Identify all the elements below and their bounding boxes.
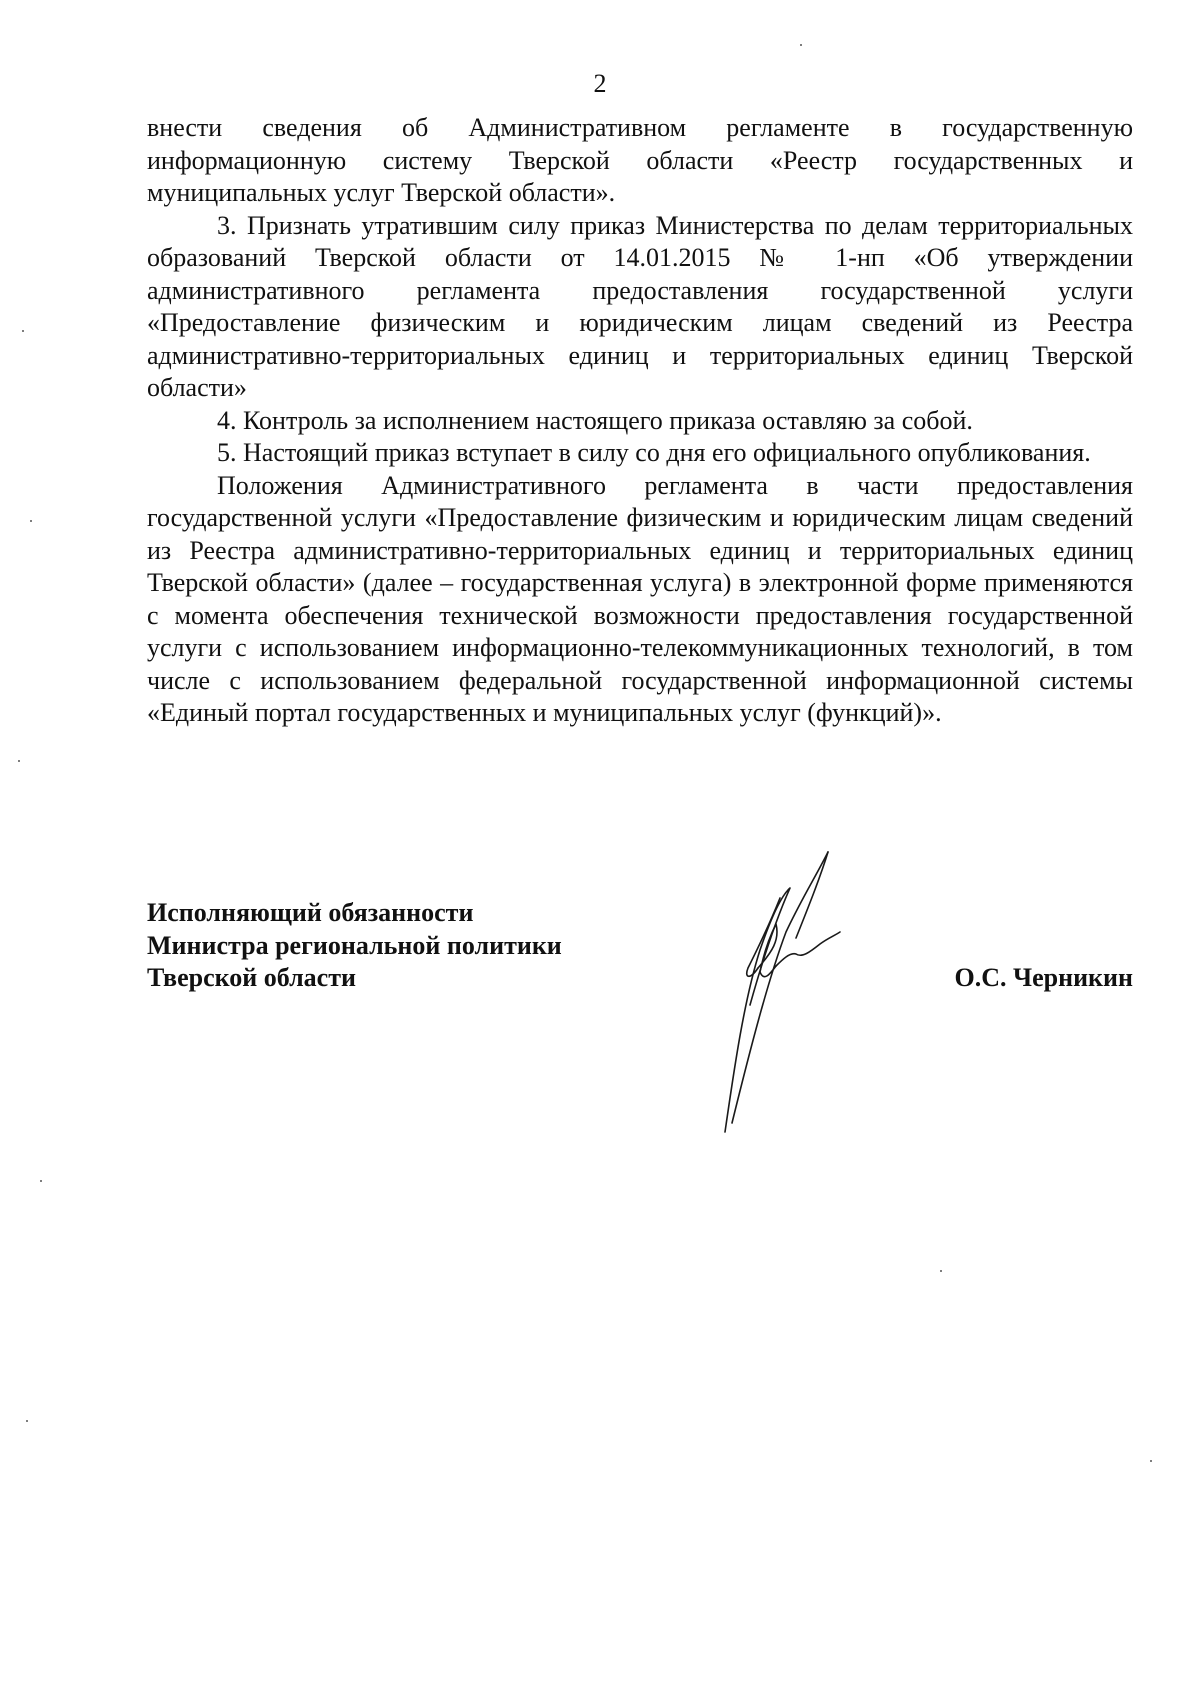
scan-speck [40,1180,42,1182]
scan-speck [18,760,20,762]
paragraph-item-4: 4. Контроль за исполнением настоящего приказа оставляю за собой. [217,405,973,435]
paragraph-item-3: 3. Признать утратившим силу приказ Министерства по делам территориальных образований Тверской области от 14.01.2015 № 1-нп «Об утверждении административного регламента предоставления государственной услуги «Предоставление физическим и юридическим лицам сведений из Реестра административно-территориальных единиц и территориальных единиц Тверской области» [147,210,1133,402]
page-number: 2 [593,69,607,98]
scan-speck [940,1270,942,1272]
paragraph-continuation: внести сведения об Административном регламенте в государственную информационную систему Тверской области «Реестр государственных и муниципальных услуг Тверской области». [147,113,1133,207]
signer-position-line-3: Тверской области [147,963,356,992]
scan-speck [26,1420,28,1422]
scan-speck [800,44,802,46]
signer-position-line-2: Министра региональной политики [147,930,562,960]
paragraph-item-5: 5. Настоящий приказ вступает в силу со дня его официального опубликования. [217,438,1091,467]
document-body [147,112,1133,730]
paragraph-provisions: Положения Административного регламента в части предоставления государственной услуги «Предоставление физическим и юридическим лицам сведений из Реестра административно-территориальных единиц и территориальных единиц Тверской области» (далее – государственная услуга) в электронной форме применяются с момента обеспечения технической возможности предоставления государственной услуги с использованием информационно-телекоммуникационных технологий, в том числе с использованием федеральной государственной информационной системы «Единый портал государственных и муниципальных услуг (функций)». [147,470,1133,727]
signer-name: О.С. Черникин [954,963,1133,992]
scan-speck [30,520,32,522]
scan-speck [1150,1460,1152,1462]
scan-speck [22,330,24,332]
signature-block [147,897,1133,995]
signer-position-line-1: Исполняющий обязанности [147,898,474,927]
